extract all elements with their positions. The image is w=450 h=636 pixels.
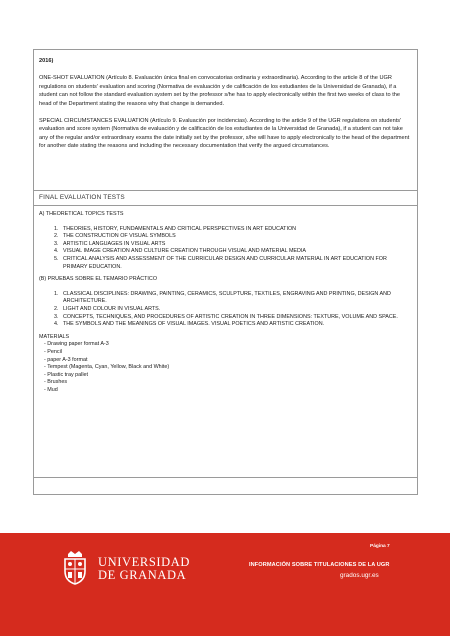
year-fragment: 2016)	[39, 58, 54, 64]
university-name	[98, 556, 190, 581]
list-item	[54, 314, 412, 322]
page-number: Página 7	[370, 544, 390, 549]
material-item: - Brushes	[44, 379, 68, 386]
list-item	[54, 241, 412, 249]
degrees-website-link[interactable]: grados.ugr.es	[340, 572, 379, 579]
list-text: LIGHT AND COLOUR IN VISUAL ARTS.	[63, 305, 161, 312]
degree-info-title: INFORMACIÓN SOBRE TITULACIONES DE LA UGR	[249, 562, 390, 568]
list-text: THEORIES, HISTORY, FUNDAMENTALS AND CRITICAL PERSPECTIVES IN ART EDUCATION	[63, 225, 297, 232]
final-evaluation-content	[34, 206, 417, 478]
material-item: - Plastic tray pallet	[44, 371, 89, 378]
list-item	[54, 306, 412, 314]
final-evaluation-heading: FINAL EVALUATION TESTS	[34, 191, 417, 206]
material-item: - Drawing paper format A-3	[44, 341, 109, 348]
list-item	[54, 248, 412, 256]
material-item: - paper A-3 format	[44, 356, 88, 363]
list-number: 5.	[54, 255, 59, 262]
theoretical-topics-list	[39, 226, 412, 272]
university-name-line1: UNIVERSIDAD	[98, 555, 191, 569]
materials-list	[39, 341, 412, 394]
list-text: CLASSICAL DISCIPLINES: DRAWING, PAINTING, CERAMICS, SCULPTURE, TEXTILES, ENGRAVING AND PRINTING, DESIGN AND ARCHITECTURE.	[63, 290, 391, 305]
list-number: 2.	[54, 305, 59, 312]
list-item	[54, 256, 412, 271]
university-crest-icon	[62, 551, 88, 585]
special-circumstances-paragraph: SPECIAL CIRCUMSTANCES EVALUATION (Artículo 9. Evaluación por incidencias). According to the article 9 of the UGR regulations on students' evaluation and score system (Normativa de evaluación y de calificación de los estudiantes de la Universidad de Granada), if a student can not take any of the regular and/or extraordinary exams the date initially set by the professor, s/he will have to apply electronically to the head of the department for another date stating the reasons and including the necessary documentation that verify the argued circumstances.	[39, 118, 410, 150]
list-text: THE CONSTRUCTION OF VISUAL SYMBOLS	[63, 233, 176, 240]
list-text: CONCEPTS, TECHNIQUES, AND PROCEDURES OF ARTISTIC CREATION IN THREE DIMENSIONS: TEXTURE, VOLUME AND SPACE.	[63, 313, 398, 320]
list-item	[54, 226, 412, 234]
list-number: 1.	[54, 290, 59, 297]
list-item	[54, 233, 412, 241]
evaluation-table	[33, 49, 418, 495]
list-text: CRITICAL ANALYSIS AND ASSESSMENT OF THE CURRICULAR DESIGN AND CURRICULAR MATERIAL IN ART EDUCATION FOR PRIMARY EDUCATION.	[63, 255, 387, 270]
list-text: THE SYMBOLS AND THE MEANINGS OF VISUAL IMAGES. VISUAL POETICS AND ARTISTIC CREATION.	[63, 321, 325, 328]
page-footer	[0, 533, 450, 636]
list-number: 3.	[54, 240, 59, 247]
list-item	[54, 321, 412, 329]
material-item: - Tempest (Magenta, Cyan, Yellow, Black and White)	[44, 364, 170, 371]
list-number: 3.	[54, 313, 59, 320]
list-number: 2.	[54, 233, 59, 240]
material-item: - Pencil	[44, 348, 62, 355]
material-item: - Mud	[44, 386, 58, 393]
practical-topics-title: (B) PRUEBAS SOBRE EL TEMARIO PRÁCTICO	[39, 276, 158, 283]
practical-topics-list	[39, 291, 412, 329]
list-item	[54, 291, 412, 306]
list-text: ARTISTIC LANGUAGES IN VISUAL ARTS	[63, 240, 166, 247]
list-number: 1.	[54, 225, 59, 232]
evaluation-modes-section	[34, 50, 417, 191]
list-number: 4.	[54, 321, 59, 328]
materials-title: MATERIALS	[39, 333, 70, 340]
list-text: VISUAL IMAGE CREATION AND CULTURE CREATION THROUGH VISUAL AND MATERIAL MEDIA	[63, 248, 307, 255]
one-shot-evaluation-paragraph: ONE-SHOT EVALUATION (Artículo 8. Evaluación única final en convocatorias ordinaria y extraordinaria). According to the article 8 of the UGR regulations on students' evaluation and scoring (Normativa de evaluación y de calificación de los estudiantes de la Universidad de Granada), if a student can not follow the standard evaluation system set by the professor s/he has to apply electronically within the first two weeks of class to the head of the Department stating the reasons why that change is demanded.	[39, 75, 400, 107]
university-name-line2: DE GRANADA	[98, 567, 187, 582]
list-number: 4.	[54, 248, 59, 255]
theoretical-topics-title: A) THEORETICAL TOPICS TESTS	[39, 211, 124, 217]
